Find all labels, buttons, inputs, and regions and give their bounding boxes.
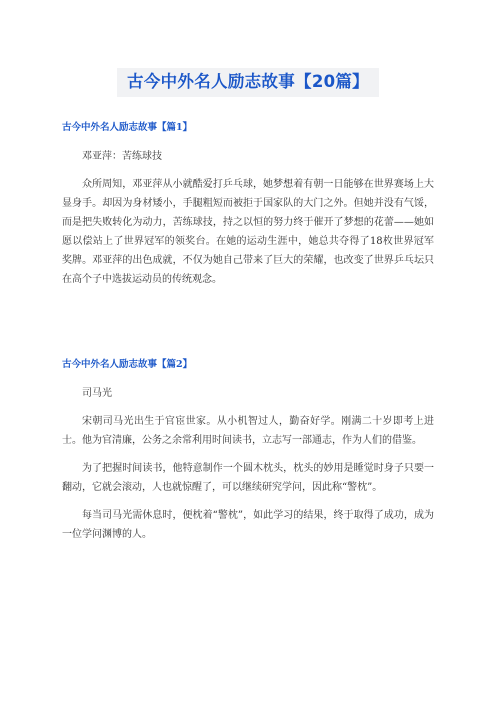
section-heading: 古今中外名人励志故事【篇2】 <box>62 359 193 370</box>
section-heading: 古今中外名人励志故事【篇1】 <box>62 122 193 133</box>
section-subtitle: 邓亚萍：苦练球技 <box>82 151 162 162</box>
title-block <box>0 68 496 97</box>
paragraph: 每当司马光需休息时，便枕着“警枕”，如此学习的结果，终于取得了成功，成为一位学问渊博的人。 <box>62 510 434 540</box>
document-title: 古今中外名人励志故事【20篇】 <box>117 68 379 97</box>
section-2 <box>62 358 434 544</box>
paragraph: 众所周知，邓亚萍从小就酷爱打乒乓球，她梦想着有朝一日能够在世界赛场上大显身手。却因为身材矮小，手腿粗短而被拒于国家队的大门之外。但她并没有气馁，而是把失败转化为动力，苦练球技，持之以恒的努力终于催开了梦想的花蕾——她如愿以偿站上了世界冠军的领奖台。在她的运动生涯中，她总共夺得了18枚世界冠军奖牌。邓亚萍的出色成就，不仅为她自己带来了巨大的荣耀，也改变了世界乒乓坛只在高个子中选拔运动员的传统观念。 <box>62 179 434 285</box>
section-subtitle: 司马光 <box>82 388 112 399</box>
section-1 <box>62 121 434 289</box>
paragraph: 宋朝司马光出生于官宦世家。从小机智过人，勤奋好学。刚满二十岁即考上进士。他为官清廉，公务之余常利用时间读书，立志写一部通志，作为人们的借鉴。 <box>62 416 434 446</box>
paragraph: 为了把握时间读书，他特意制作一个圆木枕头，枕头的妙用是睡觉时身子只要一翻动，它就会滚动，人也就惊醒了，可以继续研究学问，因此称“警枕”。 <box>62 463 434 493</box>
